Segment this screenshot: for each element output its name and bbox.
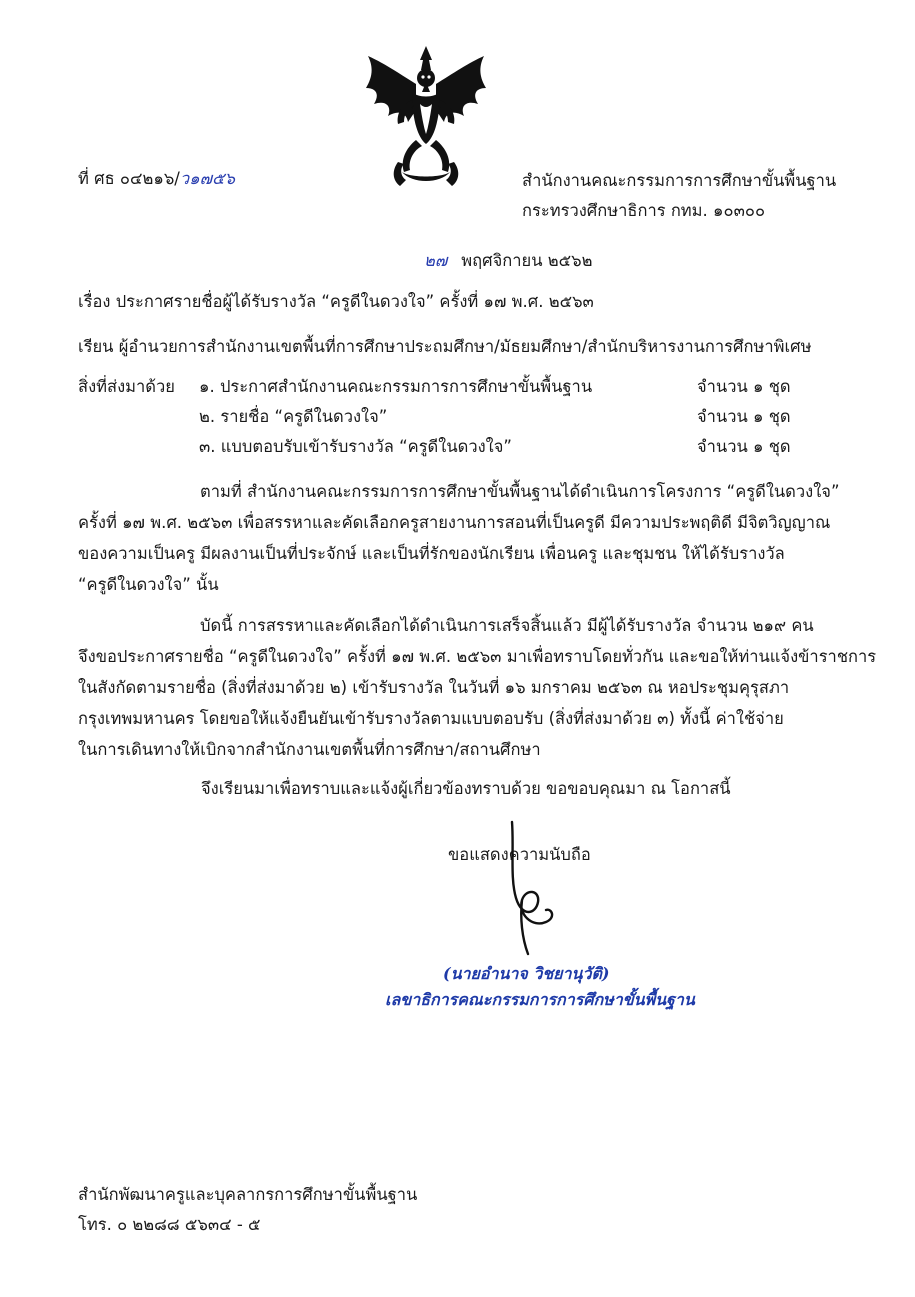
date-month-year: พฤศจิกายน ๒๕๖๒ bbox=[461, 251, 593, 270]
paragraph-line: จึงขอประกาศรายชื่อ “ครูดีในดวงใจ” ครั้งที่ ๑๗ พ.ศ. ๒๕๖๓ มาเพื่อทราบโดยทั่วกัน และขอให้ท่านแจ้งข้าราชการ bbox=[78, 647, 877, 666]
paragraph-line: ในสังกัดตามรายชื่อ (สิ่งที่ส่งมาด้วย ๒) เข้ารับรางวัล ในวันที่ ๑๖ มกราคม ๒๕๖๓ ณ หอประชุมคุรุสภา bbox=[78, 678, 790, 697]
paragraph-line: ตามที่ สำนักงานคณะกรรมการการศึกษาขั้นพื้นฐานได้ดำเนินการโครงการ “ครูดีในดวงใจ” bbox=[200, 482, 840, 501]
garuda-emblem-icon bbox=[362, 44, 490, 190]
enclosure-qty: จำนวน ๑ ชุด bbox=[697, 437, 791, 456]
closing-sentence: จึงเรียนมาเพื่อทราบและแจ้งผู้เกี่ยวข้องทราบด้วย ขอขอบคุณมา ณ โอกาสนี้ bbox=[201, 779, 731, 798]
paragraph-line: บัดนี้ การสรรหาและคัดเลือกได้ดำเนินการเสร็จสิ้นแล้ว มีผู้ได้รับรางวัล จำนวน ๒๑๙ คน bbox=[200, 616, 814, 635]
paragraph-line: ครั้งที่ ๑๗ พ.ศ. ๒๕๖๓ เพื่อสรรหาและคัดเลือกครูสายงานการสอนที่เป็นครูดี มีความประพฤติดี มีจิตวิญญาณ bbox=[78, 513, 831, 532]
footer-contact bbox=[78, 1180, 417, 1240]
body-paragraph-2 bbox=[78, 610, 877, 765]
enclosure-item: ๑. ประกาศสำนักงานคณะกรรมการการศึกษาขั้นพื้นฐาน bbox=[199, 377, 593, 396]
paragraph-line: ของความเป็นครู มีผลงานเป็นที่ประจักษ์ และเป็นที่รักของนักเรียน เพื่อนครู และชุมชน ให้ได้รับรางวัล bbox=[78, 544, 785, 563]
enclosure-item: ๓. แบบตอบรับเข้ารับรางวัล “ครูดีในดวงใจ” bbox=[199, 437, 512, 456]
office-name: สำนักงานคณะกรรมการการศึกษาขั้นพื้นฐาน bbox=[522, 171, 837, 190]
date-day-handwritten: ๒๗ bbox=[424, 251, 448, 270]
document-date bbox=[424, 248, 592, 274]
footer-department: สำนักพัฒนาครูและบุคลากรการศึกษาขั้นพื้นฐาน bbox=[78, 1185, 418, 1204]
office-address: กระทรวงศึกษาธิการ กทม. ๑๐๓๐๐ bbox=[522, 201, 766, 220]
enclosure-item: ๒. รายชื่อ “ครูดีในดวงใจ” bbox=[199, 407, 388, 426]
paragraph-line: ในการเดินทางให้เบิกจากสำนักงานเขตพื้นที่การศึกษา/สถานศึกษา bbox=[78, 740, 541, 759]
recipient-line: เรียน ผู้อำนวยการสำนักงานเขตพื้นที่การศึกษาประถมศึกษา/มัธยมศึกษา/สำนักบริหารงานการศึกษาพิเศษ bbox=[78, 337, 812, 356]
reference-handwritten: ว๑๗๕๖ bbox=[179, 169, 235, 188]
reference-printed: ที่ ศธ ๐๔๒๑๖/ bbox=[78, 169, 180, 188]
enclosure-qty: จำนวน ๑ ชุด bbox=[697, 377, 791, 396]
paragraph-line: กรุงเทพมหานคร โดยขอให้แจ้งยืนยันเข้ารับรางวัลตามแบบตอบรับ (สิ่งที่ส่งมาด้วย ๓) ทั้งนี้ ค่าใช้จ่าย bbox=[78, 709, 784, 728]
footer-phone: โทร. ๐ ๒๒๘๘ ๕๖๓๔ - ๕ bbox=[78, 1215, 261, 1234]
enclosure-qty: จำนวน ๑ ชุด bbox=[697, 407, 791, 426]
document-reference-number bbox=[78, 166, 235, 192]
issuing-office bbox=[522, 166, 836, 226]
enclosures-label: สิ่งที่ส่งมาด้วย bbox=[78, 377, 175, 396]
signer-position: เลขาธิการคณะกรรมการการศึกษาขั้นพื้นฐาน bbox=[385, 990, 695, 1009]
handwritten-signature bbox=[492, 818, 572, 958]
subject-line: เรื่อง ประกาศรายชื่อผู้ได้รับรางวัล “ครูดีในดวงใจ” ครั้งที่ ๑๗ พ.ศ. ๒๕๖๓ bbox=[78, 292, 594, 311]
paragraph-line: “ครูดีในดวงใจ” นั้น bbox=[78, 575, 219, 594]
body-paragraph-1 bbox=[78, 476, 858, 600]
regards-text: ขอแสดงความนับถือ bbox=[448, 845, 591, 864]
signer-name: (นายอำนาจ วิชยานุวัติ) bbox=[443, 964, 610, 983]
